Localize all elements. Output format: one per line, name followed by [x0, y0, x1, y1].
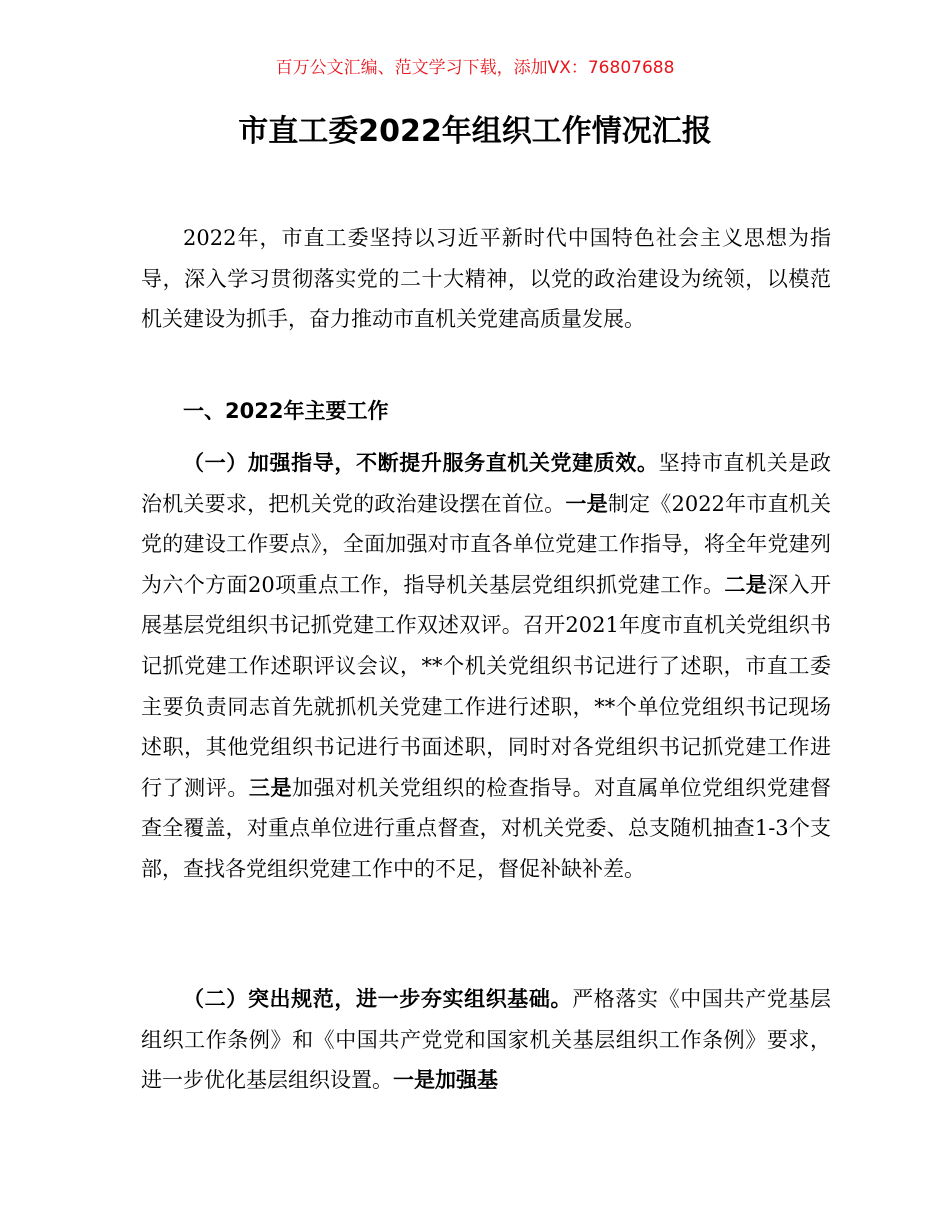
item-1-text-d: 加强对机关党组织的检查指导。对直属单位党组织党建督查全覆盖，对重点单位进行重点督查，对机关党委、总支随机抽查1-3个支部，查找各党组织党建工作中的不足，督促补缺补差。	[141, 775, 832, 881]
item-2-marker-1: 一是加强基	[393, 1068, 498, 1093]
watermark-text: 百万公文汇编、范文学习下载，添加VX：76807688	[275, 58, 675, 78]
page-title: 市直工委2022年组织工作情况汇报	[238, 114, 712, 149]
item-1-heading: （一）加强指导，不断提升服务直机关党建质效。	[183, 451, 659, 475]
item-1-text-c: 深入开展基层党组织书记抓党建工作双述双评。召开2021年度市直机关党组织书记抓党建工作述职评议会议，**个机关党组织书记进行了述职，市直工委主要负责同志首先就抓机关党建工作进行述职，**个单位党组织书记现场述职，其他党组织书记进行书面述职，同时对各党组织书记抓党建工作进行了测评。	[141, 572, 831, 800]
item-1-marker-2: 二是	[724, 572, 768, 597]
paragraph-item-2	[141, 979, 831, 1101]
section-heading: 一、2022年主要工作	[183, 399, 389, 423]
paragraph-item-1	[141, 443, 831, 890]
item-1-text-b: 制定《2022年市直机关党的建设工作要点》，全面加强对市直各单位党建工作指导，将全年党建列为六个方面20项重点工作，指导机关基层党组织抓党建工作。	[141, 491, 832, 597]
item-1-marker-3: 三是	[248, 775, 293, 800]
item-2-heading: （二）突出规范，进一步夯实组织基础。	[183, 987, 573, 1011]
intro-paragraph: 2022年，市直工委坚持以习近平新时代中国特色社会主义思想为指导，深入学习贯彻落实党的二十大精神，以党的政治建设为统领，以模范机关建设为抓手，奋力推动市直机关党建高质量发展。	[141, 226, 831, 332]
item-2-text-a: 严格落实《中国共产党基层组织工作条例》和《中国共产党党和国家机关基层组织工作条例》要求，进一步优化基层组织设置。	[141, 987, 831, 1093]
item-1-marker-1: 一是	[565, 491, 608, 516]
item-1-text-a: 坚持市直机关是政治机关要求，把机关党的政治建设摆在首位。	[141, 451, 832, 516]
